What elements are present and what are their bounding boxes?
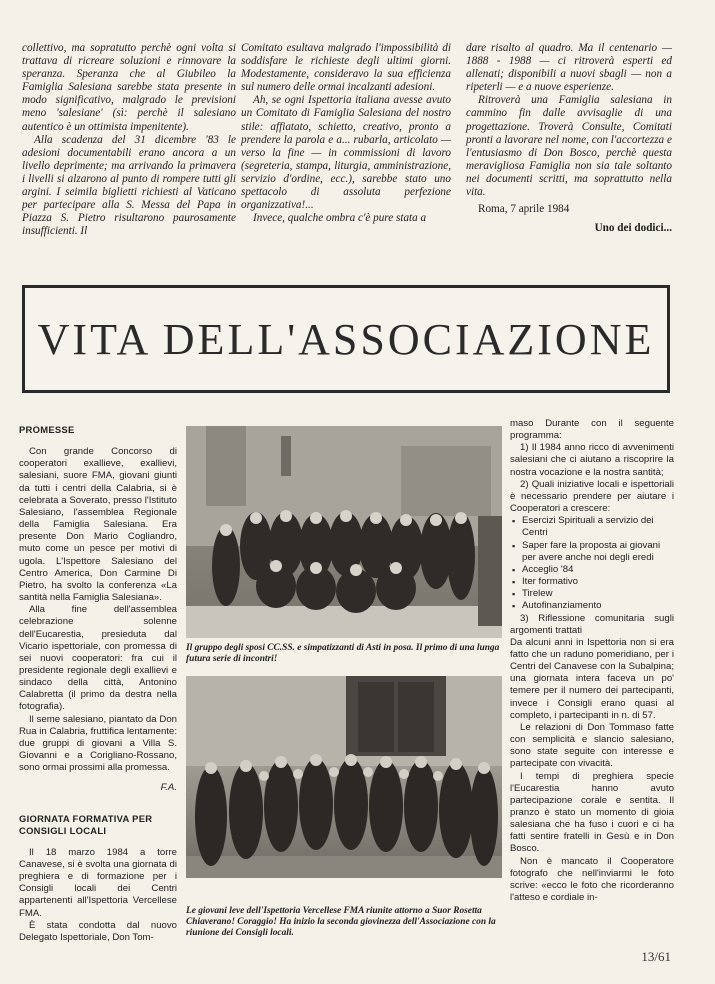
article-date: Roma, 7 aprile 1984 [478,203,570,216]
giornata-para-1: Il 18 marzo 1984 a torre Canavese, si è svolta una giornata di preghiera e di formazione per i Consigli locali dei Centri appartenenti all'Ispettoria Vercellese FMA. [19,846,177,919]
top-col3-para-2: Ritroverà una Famiglia salesiana in cammino fin dalle avvisaglie di una progettazione. Troverà Consulte, Comitati pronti a lavorare nel nome, con l'accortezza e l'entusiasmo di Don Bosco, perchè questa meravigliosa Famiglia non sia tale soltanto nei documenti scritti, ma soprattutto nella vita. [466,94,672,199]
col3-para-1: Da alcuni anni in Ispettoria non si era fatto che un raduno pomeridiano, per i Centri del Canavese con la Subalpina; una giornata intera faceva un po' temere per il numero dei partecipanti, invece i Consigli erano quasi al completo, i partecipanti in n. di 57. [510,636,674,721]
program-bullet-5: ▪ Tirelew [510,588,674,600]
lower-column-3 [510,418,674,904]
photo-caption-vercellese: Le giovani leve dell'Ispettoria Vercellese FMA riunite attorno a Suor Rosetta Chiaverano! Coraggio! Ha inizio la seconda giovinezza dell'Associazione con la riunione dei Consigli locali. [186,906,496,938]
col3-para-4: Non è mancato il Cooperatore fotografo che nell'inviarmi le foto scrive: «ecco le foto che ricorderanno l'atteso e cordiale in- [510,855,674,904]
program-bullet-6: ▪ Autofinanziamento [510,600,674,612]
promesse-para-3: Il seme salesiano, piantato da Don Rua in Calabria, fruttifica lentamente: due gruppi di giovani a Villa S. Giovanni e a Corigliano-Rossano, sono ormai prossimi alla promessa. [19,713,177,774]
program-bullet-4: ▪ Iter formativo [510,576,674,588]
photo-asti-illustration [186,426,502,638]
program-item-1: 1) Il 1984 anno ricco di avvenimenti salesiani che ci aiutano a riscoprire la nostra vocazione e la nostra santità; [510,442,674,478]
top-column-2 [241,42,451,225]
author-initials: F.A. [160,782,177,794]
promesse-para-2: Alla fine dell'assemblea celebrazione solenne dell'Eucarestia, presieduta dal Vicario ispettoriale, con promessa di sei nuovi cooperatori: fra cui il presidente regionale degli exallievi e sindaco della città, Antonino Calabretta (il primo da destra nella fotografia). [19,604,177,713]
page-number: 13/61 [641,949,671,964]
top-col3-para-1: dare risalto al quadro. Ma il centenario — 1888 - 1988 — ci ritroverà esperti ed allenati; disponibili a nuovi sbagli — non a ripeterli — e a nuove esperienze. [466,42,672,94]
section-heading-box [22,285,670,393]
top-col2-para-3: Invece, qualche ombra c'è pure stata a [253,212,427,225]
section-heading: VITA DELL'ASSOCIAZIONE [37,314,655,364]
col3-para-3: I tempi di preghiera specie l'Eucarestia hanno avuto partecipazione corale e sentita. Il pranzo è stato un momento di gioia salesiana che ha fuso i cuori e ci ha fatti sentire fratelli in Gesù e in Don Bosco. [510,770,674,855]
top-col2-para-1: Comitato esultava malgrado l'impossibilità di soddisfare le richieste degli ultimi giorni. Modestamente, consideravo la sua efficienza sul numero delle ormai incalzanti adesioni. [241,42,451,94]
promesse-para-1: Con grande Concorso di cooperatori exallieve, exallievi, salesiani, suore FMA, giovani giunti da tutti i centri della Calabria, si è celebrata a Soverato, presso l'Istituto Salesiano, l'assemblea Regionale della Famiglia Salesiana. Era presente Don Mario Cogliandro, muto come un pesce per motivi di ugola. L'Ispettore Salesiano del Centro America, Don Carmine Di Pietro, ha svolto la conferenza «La santità nella Famiglia Salesiana». [19,446,177,604]
group-photo-asti [186,426,502,638]
giornata-para-2: È stata condotta dal nuovo Delegato Ispettoriale, Don Tom- [19,919,177,943]
top-column-1 [22,42,236,238]
program-intro: maso Durante con il seguente programma: [510,418,674,442]
program-item-2: 2) Quali iniziative locali e ispettoriali è necessario prendere per aiutare i Cooperatori a crescere: [510,478,674,515]
program-bullet-1: ▪ Esercizi Spirituali a servizio dei Centri [510,515,674,539]
top-col1-para-1: collettivo, ma sopratutto perchè ogni volta si trattava di ricreare soluzioni e rinnovare la speranza. Speranza che al Giubileo la Famiglia Salesiana sarebbe stata presente in modo significativo, malgrado le previsioni meno 'salesiane' (sì: perchè il salesiano autentico è un ottimista impenitente). [22,42,236,133]
col3-para-2: Le relazioni di Don Tommaso fatte con semplicità e slancio salesiano, sono state seguite con interesse e partecipate con vivacità. [510,721,674,770]
group-photo-vercellese [186,676,502,878]
section-title-promesse: PROMESSE [19,424,75,435]
article-signoff: Uno dei dodici... [594,222,672,235]
section-title-giornata: GIORNATA FORMATIVA PER CONSIGLI LOCALI [19,812,153,836]
program-item-3: 3) Riflessione comunitaria sugli argomenti trattati [510,612,674,636]
program-bullet-3: ▪ Acceglio '84 [510,564,674,576]
photo-vercellese-illustration [186,676,502,878]
photo-caption-asti: Il gruppo degli sposi CC.SS. e simpatizzanti di Asti in posa. Il primo di una lunga futura serie di incontri! [186,643,500,664]
top-column-3 [466,42,672,235]
top-col2-para-2: Ah, se ogni Ispettoria italiana avesse avuto un Comitato di Famiglia Salesiana del nostro stile: affiatato, schietto, creativo, pronto a prendere la parola e a... rubarla, articolato — verso la fine — in commissioni di lavoro (segreteria, stampa, liturgia, amministrazione, servizio d'ordine, ecc.), sarebbe stato uno spettacolo di assoluta perfezione organizzativa!... [241,94,451,212]
lower-column-1 [19,424,177,944]
top-col1-para-2: Alla scadenza del 31 dicembre '83 le adesioni documentabili erano ancora a un livello deprimente; ma arrivando la primavera i livelli si alzarono al punto di rompere tutti gli argini. I seimila biglietti richiesti al Vaticano per partecipare alla S. Messa del Papa in Piazza S. Pietro risultarono paurosamente insufficienti. Il [22,133,236,238]
program-bullet-2: ▪ Saper fare la proposta ai giovani per avere anche noi degli eredi [510,540,674,564]
